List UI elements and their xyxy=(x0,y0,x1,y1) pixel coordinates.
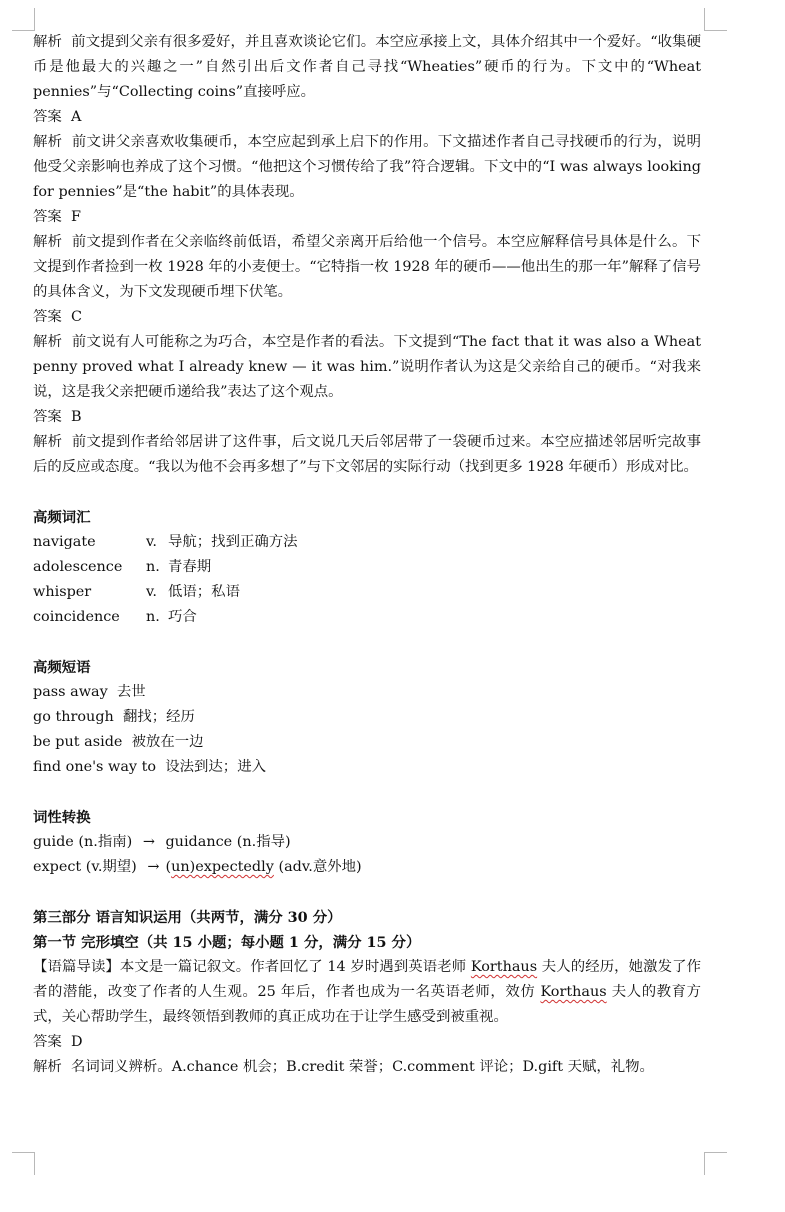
answer-value: F xyxy=(70,209,81,225)
vocab-row xyxy=(33,580,701,605)
guide-text: 夫人的教育方式，关心帮助学生，最终领悟到教师的真正成功在于让学生感受到被重视。 xyxy=(33,984,701,1025)
vocab-word: whisper xyxy=(33,584,92,600)
spacer xyxy=(33,480,701,505)
answer-label: 答案 xyxy=(33,309,62,325)
answer-value: D xyxy=(70,1034,83,1050)
answer-value: A xyxy=(70,109,82,125)
phrases-heading: 高频短语 xyxy=(33,659,91,676)
explanation-label: 解析 xyxy=(33,434,63,450)
teacher-name: Korthaus xyxy=(470,959,538,975)
conversion-to-prefix: ( xyxy=(165,859,172,875)
answer-value: C xyxy=(70,309,82,325)
phrase-meaning: 设法到达；进入 xyxy=(165,759,266,775)
answer-line xyxy=(33,205,701,230)
phrase-item xyxy=(33,730,701,755)
phrase-meaning: 去世 xyxy=(116,684,146,700)
answer-label: 答案 xyxy=(33,109,62,125)
phrase-item xyxy=(33,755,701,780)
phrase-item xyxy=(33,705,701,730)
explanation-text: 前文说有人可能称之为巧合，本空是作者的看法。下文提到“The fact that it was also a Wheat penny proved what I already knew — it was him.”说明作者认为这是父亲给自己的硬币。“对我来说，这是我父亲把硬币递给我”表达了这个观点。 xyxy=(33,334,701,400)
conversion-to: guidance (n.指导) xyxy=(165,834,291,850)
crop-mark-top-left xyxy=(12,8,35,31)
spellcheck-flagged-word: un)expectedly xyxy=(171,859,274,875)
conversion-to-suffix: (adv.意外地) xyxy=(273,859,362,875)
crop-mark-bottom-right xyxy=(704,1152,727,1175)
teacher-name: Korthaus xyxy=(540,984,607,1000)
answer-line xyxy=(33,305,701,330)
arrow-icon: → xyxy=(147,859,160,875)
explanation-block xyxy=(33,130,701,205)
explanation-label: 解析 xyxy=(33,334,63,350)
phrase-meaning: 被放在一边 xyxy=(131,734,204,750)
vocab-meaning: 巧合 xyxy=(168,609,197,625)
phrase-text: be put aside xyxy=(33,734,123,750)
guide-text: 【语篇导读】本文是一篇记叙文。作者回忆了 14 岁时遇到英语老师 xyxy=(33,959,471,975)
page-content xyxy=(33,30,701,1080)
vocab-pos: n. xyxy=(146,609,160,625)
answer-line xyxy=(33,405,701,430)
vocab-word: coincidence xyxy=(33,609,120,625)
explanation-block xyxy=(33,30,701,105)
vocab-pos: v. xyxy=(146,584,157,600)
phrase-text: go through xyxy=(33,709,114,725)
conversion-from: guide (n.指南) xyxy=(33,834,133,850)
answer-label: 答案 xyxy=(33,409,62,425)
explanation-text: 前文提到作者给邻居讲了这件事，后文说几天后邻居带了一袋硬币过来。本空应描述邻居听完故事后的反应或态度。“我以为他不会再多想了”与下文邻居的实际行动（找到更多 1928 年硬币）形成对比。 xyxy=(33,434,701,475)
phrase-text: pass away xyxy=(33,684,108,700)
phrase-text: find one's way to xyxy=(33,759,157,775)
spacer xyxy=(33,630,701,655)
answer-line xyxy=(33,105,701,130)
explanation-block xyxy=(33,230,701,305)
vocab-meaning: 青春期 xyxy=(168,559,212,575)
explanation-text: 前文提到作者在父亲临终前低语，希望父亲离开后给他一个信号。本空应解释信号具体是什么。下文提到作者捡到一枚 1928 年的小麦便士。“它特指一枚 1928 年的硬币——他出生的那一年”解释了信号的具体含义，为下文发现硬币埋下伏笔。 xyxy=(33,234,701,300)
vocab-meaning: 低语；私语 xyxy=(168,584,240,600)
conversion-item xyxy=(33,830,701,855)
answer-value: B xyxy=(70,409,82,425)
spacer xyxy=(33,880,701,905)
vocab-row xyxy=(33,605,701,630)
conversion-from: expect (v.期望) xyxy=(33,859,137,875)
vocab-word: adolescence xyxy=(33,559,123,575)
explanation-block xyxy=(33,330,701,405)
vocab-heading: 高频词汇 xyxy=(33,509,91,526)
guide-text: 夫人的经历，她激发了作者的潜能，改变了作者的人生观。25 年后，作者也成为一名英语老师，效仿 xyxy=(33,959,701,1000)
spacer xyxy=(33,780,701,805)
crop-mark-top-right xyxy=(704,8,727,31)
vocab-row xyxy=(33,555,701,580)
explanation-block xyxy=(33,1055,701,1080)
explanation-label: 解析 xyxy=(33,1059,62,1075)
explanation-label: 解析 xyxy=(33,134,63,150)
answer-label: 答案 xyxy=(33,1034,62,1050)
explanation-text: 名词词义辨析。A.chance 机会；B.credit 荣誉；C.comment 评论；D.gift 天赋，礼物。 xyxy=(70,1059,654,1075)
answer-label: 答案 xyxy=(33,209,62,225)
part-title: 第三部分 语言知识运用（共两节，满分 30 分） xyxy=(33,909,342,926)
explanation-text: 前文讲父亲喜欢收集硬币，本空应起到承上启下的作用。下文描述作者自己寻找硬币的行为，说明他受父亲影响也养成了这个习惯。“他把这个习惯传给了我”符合逻辑。下文中的“I was always looking for pennies”是“the habit”的具体表现。 xyxy=(33,134,701,200)
arrow-icon: → xyxy=(142,834,155,850)
conversion-heading: 词性转换 xyxy=(33,809,91,826)
vocab-word: navigate xyxy=(33,534,96,550)
phrase-item xyxy=(33,680,701,705)
phrase-meaning: 翻找；经历 xyxy=(122,709,195,725)
passage-guide xyxy=(33,955,701,1030)
explanation-label: 解析 xyxy=(33,34,62,50)
vocab-pos: v. xyxy=(146,534,157,550)
vocab-meaning: 导航；找到正确方法 xyxy=(168,534,298,550)
crop-mark-bottom-left xyxy=(12,1152,35,1175)
vocab-row xyxy=(33,530,701,555)
vocab-pos: n. xyxy=(146,559,160,575)
section-title: 第一节 完形填空（共 15 小题；每小题 1 分，满分 15 分） xyxy=(33,934,421,951)
explanation-block xyxy=(33,430,701,480)
answer-line xyxy=(33,1030,701,1055)
conversion-item xyxy=(33,855,701,880)
explanation-text: 前文提到父亲有很多爱好，并且喜欢谈论它们。本空应承接上文，具体介绍其中一个爱好。“收集硬币是他最大的兴趣之一”自然引出后文作者自己寻找“Wheaties”硬币的行为。下文中的“Wheat pennies”与“Collecting coins”直接呼应。 xyxy=(33,34,701,100)
explanation-label: 解析 xyxy=(33,234,63,250)
